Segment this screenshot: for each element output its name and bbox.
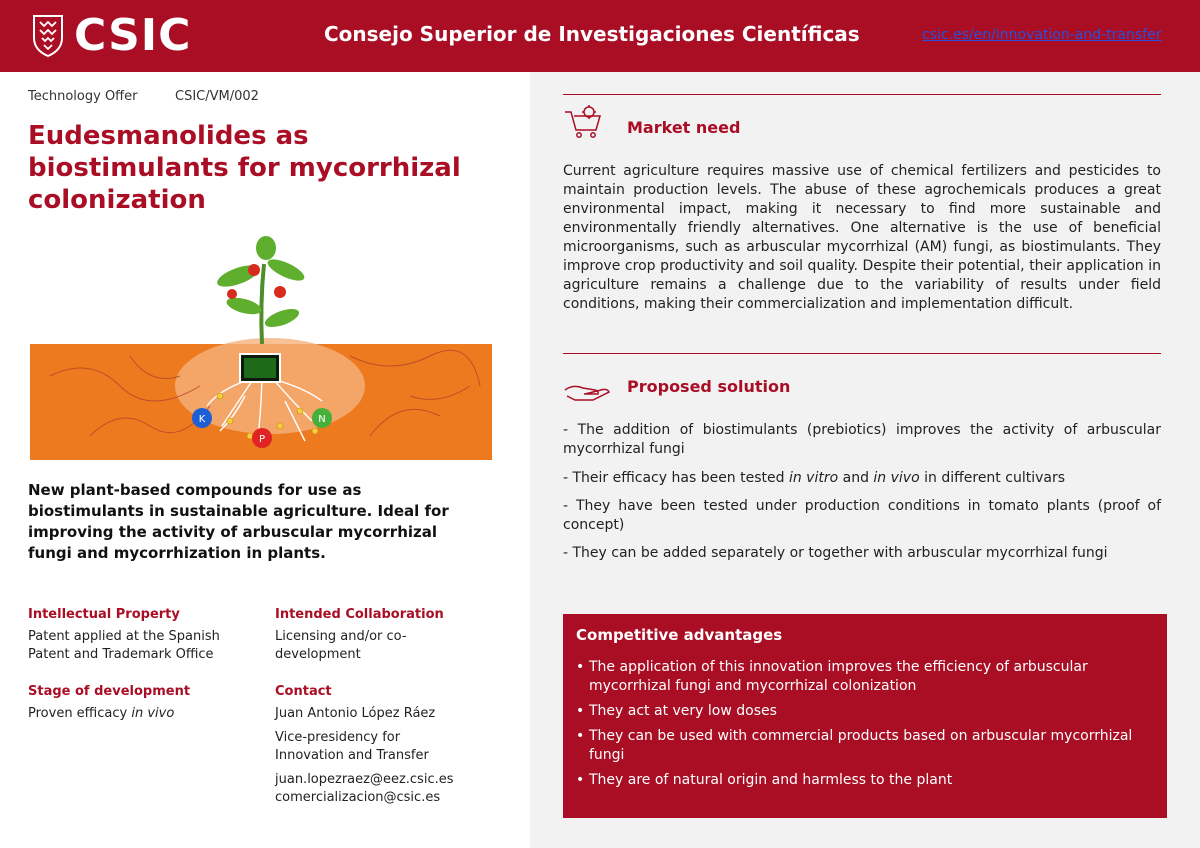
csic-logo[interactable] (30, 12, 191, 60)
offer-code: CSIC/VM/002 (175, 89, 259, 104)
contact-email-1[interactable]: juan.lopezraez@eez.csic.es (275, 772, 454, 787)
crest-icon (30, 14, 66, 58)
contact-block (275, 683, 505, 807)
advantage-item: • They can be used with commercial products based on arbuscular mycorrhizal fungi (576, 727, 1151, 765)
innovation-transfer-link[interactable]: csic.es/en/innovation-and-transfer (922, 27, 1162, 43)
contact-label: Contact (275, 684, 332, 699)
shopping-cart-icon (563, 104, 603, 140)
solution-item-2-part: - Their efficacy has been tested (563, 470, 789, 486)
collab-block (275, 606, 475, 664)
stage-block (28, 683, 248, 723)
market-need-text: Current agriculture requires massive use of chemical fertilizers and pesticides to maintain production levels. The abuse of these agrochemicals produces a great environmental impact, making it necessary to find more sustainable and environmentally friendly alternatives. One alternative is the use of beneficial microorganisms, such as arbuscular mycorrhizal (AM) fungi, as biostimulants. They improve crop productivity and soil quality. Despite their potential, their application in agriculture remains a challenge due to the variability of results under field conditions, making their commercialization and implementation difficult. (563, 163, 1161, 312)
solution-item-2 (563, 469, 1161, 488)
advantage-item: • The application of this innovation improves the efficiency of arbuscular mycorrhizal fungi and mycorrhizal colonization (576, 658, 1151, 696)
proposed-solution-heading: Proposed solution (627, 377, 791, 396)
ip-line-2: Patent and Trademark Office (28, 647, 214, 662)
plant-root-illustration (30, 236, 492, 460)
potassium-label: K (198, 414, 206, 425)
organization-name: Consejo Superior de Investigaciones Científicas (324, 22, 860, 46)
collab-line-1: Licensing and/or co- (275, 629, 407, 644)
nitrogen-label: N (318, 414, 326, 425)
contact-dept-1: Vice-presidency for (275, 730, 401, 745)
solution-item-4: - They can be added separately or together with arbuscular mycorrhizal fungi (563, 545, 1108, 561)
right-column (530, 72, 1200, 848)
phosphorus-label: P (258, 434, 266, 445)
competitive-advantages-heading: Competitive advantages (576, 626, 783, 644)
collab-label: Intended Collaboration (275, 607, 444, 622)
hand-icon (563, 376, 613, 402)
left-column (0, 72, 530, 848)
solution-item-2-em: in vitro (788, 470, 839, 486)
stage-label: Stage of development (28, 684, 191, 699)
contact-dept-2: Innovation and Transfer (275, 748, 429, 763)
solution-item-2-part: in different cultivars (919, 470, 1065, 486)
competitive-advantages-box (563, 614, 1167, 818)
page-header (0, 0, 1200, 72)
offer-meta (28, 89, 259, 104)
ip-label: Intellectual Property (28, 607, 180, 622)
market-need-heading: Market need (627, 118, 741, 137)
contact-name: Juan Antonio López Ráez (275, 706, 436, 721)
solution-item-2-part: and (838, 470, 874, 486)
solution-item-1: - The addition of biostimulants (prebiotics) improves the activity of arbuscular mycorrhizal fungi (563, 422, 1161, 457)
offer-summary: New plant-based compounds for use as biostimulants in sustainable agriculture. Ideal for improving the activity of arbuscular mycorrhizal fungi and mycorrhization in plants. (28, 481, 449, 562)
page-title: Eudesmanolides as biostimulants for mycorrhizal colonization (28, 121, 461, 215)
advantage-item: • They are of natural origin and harmless to the plant (576, 771, 1151, 790)
ip-line-1: Patent applied at the Spanish (28, 629, 220, 644)
collab-line-2: development (275, 647, 361, 662)
stage-text: Proven efficacy (28, 706, 132, 721)
ip-block (28, 606, 248, 664)
logo-wordmark: CSIC (74, 10, 192, 61)
stage-emphasis: in vivo (131, 706, 175, 721)
offer-type-label: Technology Offer (28, 89, 138, 104)
stage-value (28, 705, 248, 723)
advantage-item: • They act at very low doses (576, 702, 1151, 721)
divider (563, 353, 1161, 354)
solution-item-2-em: in vivo (873, 470, 920, 486)
divider (563, 94, 1161, 95)
solution-item-3: - They have been tested under production conditions in tomato plants (proof of concept) (563, 498, 1161, 533)
advantages-list (576, 658, 1151, 796)
contact-email-2[interactable]: comercializacion@csic.es (275, 790, 441, 805)
